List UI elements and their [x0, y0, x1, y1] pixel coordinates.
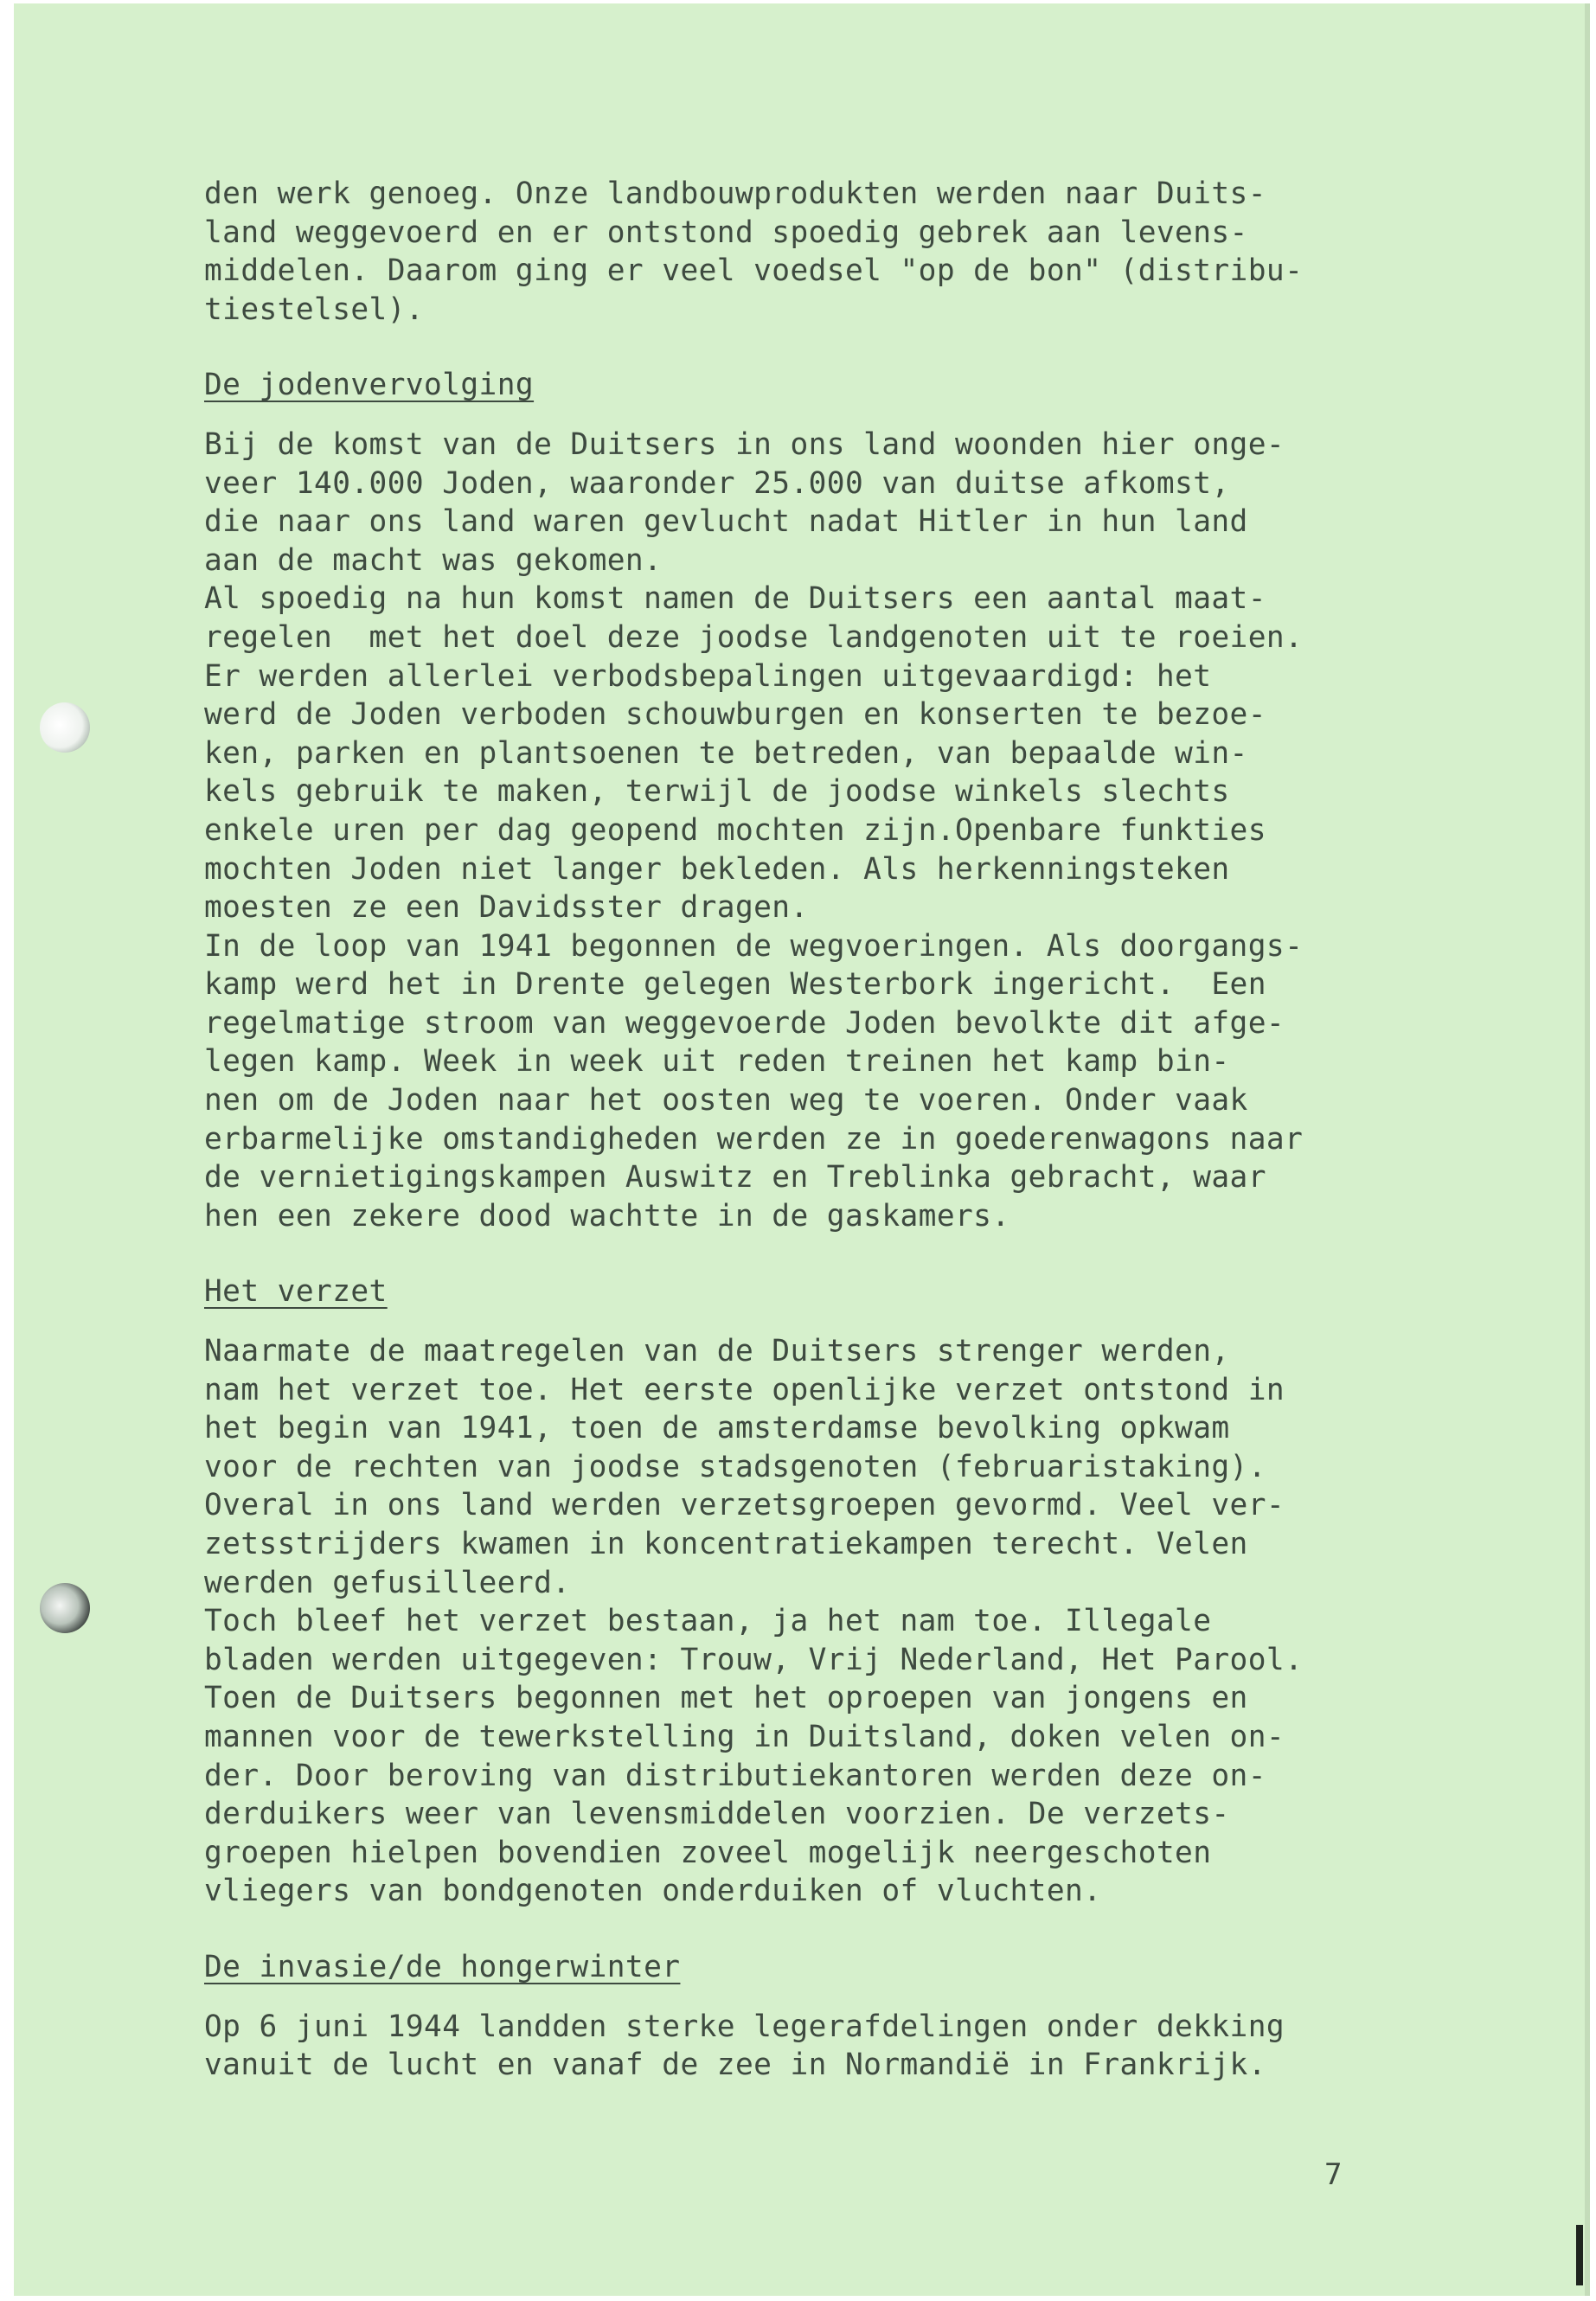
text-line: vliegers van bondgenoten onderduiken of vluchten.	[204, 1874, 1102, 1909]
text-line: bladen werden uitgegeven: Trouw, Vrij Nederland, Het Parool.	[204, 1642, 1304, 1677]
punch-hole-icon	[40, 702, 90, 753]
text-line: land weggevoerd en er ontstond spoedig gebrek aan levens-	[204, 215, 1248, 250]
text-line: den werk genoeg. Onze landbouwprodukten werden naar Duits-	[204, 176, 1266, 211]
text-line: regelen met het doel deze joodse landgenoten uit te roeien.	[204, 619, 1304, 655]
text-line: mochten Joden niet langer bekleden. Als herkenningsteken	[204, 851, 1230, 887]
scan-edge-mark	[1576, 2225, 1583, 2285]
text-line: zetsstrijders kwamen in koncentratiekampen terecht. Velen	[204, 1527, 1248, 1561]
text-line: kels gebruik te maken, terwijl de joodse winkels slechts	[204, 774, 1230, 810]
text-line: Toch bleef het verzet bestaan, ja het nam toe. Illegale	[204, 1604, 1212, 1639]
text-line: moesten ze een Davidsster dragen.	[204, 890, 809, 926]
document-page	[14, 3, 1590, 2296]
text-line: aan de macht was gekomen.	[204, 542, 663, 578]
text-line: Bij de komst van de Duitsers in ons land woonden hier onge-	[204, 426, 1285, 462]
text-line: derduikers weer van levensmiddelen voorzien. De verzets-	[204, 1797, 1230, 1832]
text-line: regelmatige stroom van weggevoerde Joden bevolkte dit afge-	[204, 1005, 1285, 1041]
text-line: het begin van 1941, toen de amsterdamse bevolking opkwam	[204, 1411, 1230, 1446]
text-line: voor de rechten van joodse stadsgenoten (februaristaking).	[204, 1449, 1266, 1484]
text-line: tiestelsel).	[204, 292, 425, 327]
text-line: de vernietigingskampen Auswitz en Treblinka gebracht, waar	[204, 1160, 1266, 1195]
text-line: enkele uren per dag geopend mochten zijn.Openbare funkties	[204, 812, 1266, 848]
text-line: ken, parken en plantsoenen te betreden, van bepaalde win-	[204, 735, 1248, 771]
text-line: legen kamp. Week in week uit reden treinen het kamp bin-	[204, 1044, 1230, 1080]
text-line: nam het verzet toe. Het eerste openlijke verzet ontstond in	[204, 1372, 1285, 1407]
text-column	[204, 175, 1433, 2085]
text-line: hen een zekere dood wachtte in de gaskamers.	[204, 1198, 1010, 1234]
text-line: In de loop van 1941 begonnen de wegvoeringen. Als doorgangs-	[204, 928, 1304, 964]
punch-hole-icon	[40, 1583, 90, 1633]
text-line: Al spoedig na hun komst namen de Duitsers een aantal maat-	[204, 581, 1266, 617]
text-line: Op 6 juni 1944 landden sterke legerafdelingen onder dekking	[204, 2009, 1285, 2044]
text-line: groepen hielpen bovendien zoveel mogelijk neergeschoten	[204, 1835, 1212, 1870]
text-line: werden gefusilleerd.	[204, 1565, 571, 1600]
text-line: die naar ons land waren gevlucht nadat Hitler in hun land	[204, 504, 1248, 540]
text-line: Overal in ons land werden verzetsgroepen gevormd. Veel ver-	[204, 1488, 1285, 1523]
page-number: 7	[1324, 2157, 1343, 2192]
section-heading-invasie: De invasie/de hongerwinter	[204, 1949, 681, 1984]
text-line: Toen de Duitsers begonnen met het oproepen van jongens en	[204, 1681, 1248, 1716]
paragraph-verzet	[204, 1332, 1433, 1911]
paragraph-jodenvervolging	[204, 426, 1433, 1235]
text-line: erbarmelijke omstandigheden werden ze in goederenwagons naar	[204, 1121, 1304, 1157]
section-heading-jodenvervolging: De jodenvervolging	[204, 368, 535, 403]
text-line: nen om de Joden naar het oosten weg te voeren. Onder vaak	[204, 1083, 1248, 1118]
text-line: Naarmate de maatregelen van de Duitsers strenger werden,	[204, 1334, 1230, 1369]
text-line: middelen. Daarom ging er veel voedsel "op de bon" (distribu-	[204, 253, 1304, 289]
paragraph-invasie	[204, 2008, 1433, 2085]
text-line: werd de Joden verboden schouwburgen en konserten te bezoe-	[204, 697, 1266, 733]
text-line: vanuit de lucht en vanaf de zee in Normandië in Frankrijk.	[204, 2048, 1266, 2083]
text-line: mannen voor de tewerkstelling in Duitsland, doken velen on-	[204, 1719, 1285, 1754]
text-line: kamp werd het in Drente gelegen Westerbork ingericht. Een	[204, 967, 1266, 1003]
paragraph-intro	[204, 175, 1433, 329]
section-heading-verzet: Het verzet	[204, 1274, 388, 1310]
text-line: Er werden allerlei verbodsbepalingen uitgevaardigd: het	[204, 658, 1212, 694]
text-line: veer 140.000 Joden, waaronder 25.000 van duitse afkomst,	[204, 465, 1230, 501]
text-line: der. Door beroving van distributiekantoren werden deze on-	[204, 1758, 1266, 1793]
